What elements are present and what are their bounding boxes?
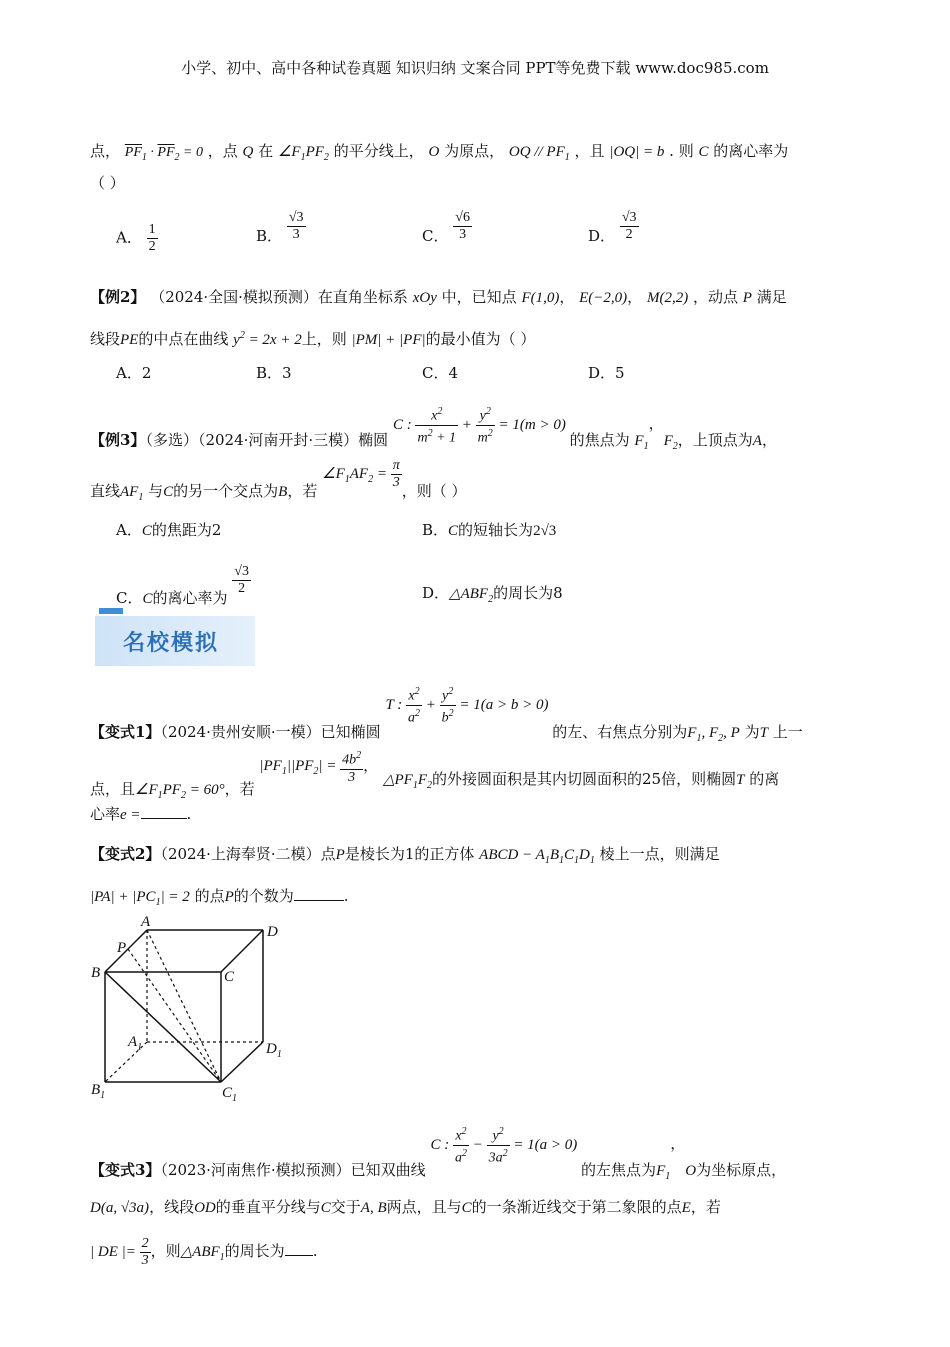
v1-tag: 【变式1】	[90, 722, 161, 741]
math-angle-60: $\angle F_1PF_2 = 60^\circ$	[135, 782, 225, 802]
v1-l2b: ，若	[224, 780, 255, 799]
opt-text: 的离心率为	[152, 588, 228, 607]
v2-line2: $|PA| + |PC_1| = 2$ 的点P的个数为 .	[90, 887, 349, 908]
opt-label: B．	[422, 521, 449, 539]
v3-l3a: ，则	[150, 1241, 181, 1260]
ex2-t4: 满足	[756, 288, 787, 306]
label-b: B	[91, 965, 101, 981]
math-f1f2p: $F_1$, $F_2$, P	[687, 724, 740, 744]
opt-label: C．	[116, 588, 143, 607]
math-triangle-pf1f2: $\triangle PF_1F_2$	[382, 772, 432, 792]
label-a1: $A_1$	[128, 1034, 143, 1053]
math-o: O	[428, 144, 440, 160]
label-c: C	[224, 969, 235, 985]
math-pf-dot: $\overline{PF}_1 \cdot \overline{PF}_2 = 0$	[124, 145, 203, 163]
math-angle-f1af2: $\angle F_1AF_2$ = $\frac{\pi}{3}$	[322, 458, 400, 490]
v2-t2: 是棱长为1的正方体	[344, 845, 475, 863]
banner-tab	[99, 608, 123, 614]
ex3-l2d: ，若	[287, 481, 318, 500]
math-triangle-abf1: $\triangle ABF_1$	[180, 1243, 225, 1263]
v3-line1: 【变式3】（2023·河南焦作·模拟预测）已知双曲线 C : $\frac{x^2}{a^2}$ − $\frac{y^2}{3a^2}$ = 1(a > 0) 的左焦点为$F_1$，O为坐标原点，	[90, 1126, 787, 1182]
q1-option-c	[422, 210, 472, 243]
v1-l2d: 的离	[749, 770, 780, 789]
q1-t5: ，且	[574, 142, 605, 160]
label-a: A	[141, 914, 151, 930]
math-hyperbola: C : $\frac{x^2}{a^2}$ − $\frac{y^2}{3a^2}$ = 1(a > 0)	[430, 1126, 582, 1166]
label-p: P	[117, 940, 127, 956]
v2-t1: （2024·上海奉贤·二模）点	[160, 845, 336, 863]
frac-1-2: $\frac{1}{2}$	[148, 222, 156, 254]
frac-sqrt3-2: $\frac{√3}{2}$	[621, 210, 637, 242]
math-cube: ABCD − $A_1B_1C_1D_1$	[479, 847, 595, 866]
page-header: 小学、初中、高中各种试卷真题 知识归纳 文案合同 PPT等免费下载 www.doc985.com	[181, 59, 769, 77]
q1-option-b	[256, 210, 306, 243]
ex2-line2	[90, 328, 535, 349]
ex2-line1: 【例2】 （2024·全国·模拟预测）在直角坐标系 xOy 中，已知点 F(1,0)， E(−2,0)， M(2,2) ，动点 P 满足	[90, 288, 787, 306]
v3-line3: | DE |= $\frac{2}{3}$ ，则$\triangle ABF_1$的周长为 .	[90, 1236, 318, 1268]
option-label: A．	[116, 228, 142, 247]
answer-blank[interactable]	[294, 900, 344, 901]
cube-figure	[88, 912, 298, 1102]
math-q: Q	[242, 144, 254, 160]
q1-t0: 点，	[90, 142, 121, 160]
label-b1: $B_1$	[91, 1082, 106, 1101]
option-label: D．	[588, 226, 616, 245]
v3-l2a: ，线段	[149, 1198, 195, 1216]
ex3-t2: 的焦点为	[569, 430, 630, 449]
v1-l3: 心率	[90, 805, 121, 823]
math-2sqrt3: 2√3	[533, 523, 557, 539]
ex2-opt-d: D．5	[588, 364, 625, 382]
math-e: E(−2,0)	[579, 290, 628, 306]
math-f: F(1,0)	[521, 290, 560, 306]
v2-l2a: 的点	[194, 887, 225, 905]
ex3-l2e: ，则（ ）	[401, 481, 467, 500]
ex3-tag: 【例3】	[90, 430, 146, 449]
banner-title: 名校模拟	[123, 631, 220, 656]
ex2-l2c: 上，则	[301, 330, 347, 348]
v3-t2: 的左焦点为	[581, 1160, 657, 1179]
v1-t2: 的左、右焦点分别为	[552, 722, 688, 741]
q1-t2: 在	[258, 142, 274, 160]
math-f2: $F_2$	[663, 432, 678, 452]
label-d: D	[267, 924, 278, 940]
option-label: B．	[256, 226, 283, 245]
ex3-opt-c: C．C的离心率为 $\frac{√3}{2}$	[116, 564, 249, 607]
q1-t4: 为原点，	[444, 142, 505, 160]
math-c: C	[698, 144, 709, 160]
v1-l2c: 的外接圆面积是其内切圆面积的25倍，则椭圆	[432, 770, 737, 789]
section-banner	[95, 616, 255, 666]
v2-tag: 【变式2】	[90, 845, 161, 863]
ex2-t3: ，动点	[692, 288, 738, 306]
ex3-t1: （多选）（2024·河南开封·三模）椭圆	[145, 430, 389, 449]
v1-t4: 上一	[772, 722, 803, 741]
ex2-p: P	[742, 290, 752, 306]
math-triangle-abf2: $\triangle ABF_2$	[449, 586, 494, 605]
q1-paren: （ ）	[90, 174, 125, 192]
ex2-pe: PE	[120, 332, 139, 348]
v3-t3: 为坐标原点，	[696, 1160, 787, 1179]
q1-line1	[90, 140, 788, 163]
v3-l2c: 交于	[330, 1198, 361, 1216]
ex2-tag: 【例2】	[90, 288, 146, 306]
math-af1: $AF_1$	[120, 483, 144, 503]
q1-t1: ，点	[207, 142, 238, 160]
ex3-line1: 【例3】（多选）（2024·河南开封·三模）椭圆 C : $\frac{x^2}{m^2 + 1}$ + $\frac{y^2}{m^2}$ = 1(m > 0) 的焦点为 $F_1$，$F_2$，上顶点为A，	[90, 406, 777, 452]
q1-option-d	[588, 210, 639, 243]
ex2-l2b: 的中点在曲线	[138, 330, 229, 348]
v1-t3: 为	[744, 722, 760, 741]
frac-sqrt3-2: $\frac{√3}{2}$	[234, 564, 249, 596]
ex3-t3: ，上顶点为	[677, 430, 753, 449]
opt-text: 的焦距为2	[151, 521, 222, 539]
ex3-opt-a: A．C的焦距为2	[116, 521, 222, 539]
math-m: M(2,2)	[646, 290, 689, 306]
math-f1: $F_1$	[634, 432, 649, 452]
v3-l2b: 的垂直平分线与	[215, 1198, 321, 1216]
math-ellipse-c: C : $\frac{x^2}{m^2 + 1}$ + $\frac{y^2}{m^2}$ = 1(m > 0)	[392, 406, 570, 446]
math-a: A	[752, 432, 762, 449]
q1-t7: 的离心率为	[713, 142, 789, 160]
v3-l3b: 的周长为	[224, 1241, 285, 1260]
frac-sqrt3-3: $\frac{√3}{3}$	[288, 210, 304, 242]
q1-t6: . 则	[669, 142, 694, 160]
ex3-l2b: 与	[148, 481, 164, 500]
v3-l2f: ，若	[690, 1198, 721, 1216]
math-oq-abs: |OQ| = b	[609, 144, 665, 160]
label-c1: $C_1$	[222, 1085, 238, 1102]
ex2-l2d: 的最小值为（ ）	[425, 330, 536, 348]
ex2-t1: （2024·全国·模拟预测）在直角坐标系	[150, 288, 408, 306]
ex2-opt-c: C．4	[422, 364, 459, 382]
v3-l2d: 两点，且与	[386, 1198, 462, 1216]
math-curve: $y^2 = 2x + 2$	[233, 330, 302, 348]
v3-line2: D(a, √3a)，线段OD的垂直平分线与C交于A, B两点，且与C的一条渐近线交于第二象限的点E，若	[90, 1198, 721, 1216]
v1-l2a: 点，且	[90, 780, 136, 799]
v3-t1: （2023·河南焦作·模拟预测）已知双曲线	[160, 1160, 426, 1179]
math-angle-f1pf2: $\angle F_1PF_2$	[277, 144, 329, 163]
math-ellipse-t: T : $\frac{x^2}{a^2}$ + $\frac{y^2}{b^2}$ = 1(a > b > 0)	[385, 686, 553, 726]
v1-line1: 【变式1】（2024·贵州安顺·一模）已知椭圆 T : $\frac{x^2}{a^2}$ + $\frac{y^2}{b^2}$ = 1(a > b > 0) 的左、右焦点分别为$F_1$, $F_2$, P 为T 上一	[90, 686, 803, 744]
ex3-opt-d	[422, 582, 563, 605]
v1-line3: 心率e = .	[90, 805, 192, 823]
ex2-opt-b: B．3	[256, 364, 292, 382]
math-pm-pf: |PM| + |PF|	[351, 332, 426, 348]
ex3-opt-b: B．C的短轴长为2√3	[422, 521, 557, 539]
ex3-line2: 直线$AF_1$ 与C的另一个交点为B，若 $\angle F_1AF_2$ = $\frac{\pi}{3}$ ，则（ ）	[90, 458, 467, 503]
v2-l2b: 的个数为	[233, 887, 294, 905]
ex2-l2a: 线段	[90, 330, 121, 348]
answer-blank[interactable]	[285, 1255, 313, 1256]
math-oq-parallel: OQ // $PF_1$	[508, 144, 570, 163]
v2-t3: 棱上一点，则满足	[599, 845, 720, 863]
q1-t3: 的平分线上，	[333, 142, 424, 160]
math-de: | DE |= $\frac{2}{3}$	[90, 1236, 149, 1268]
v2-line1: 【变式2】（2024·上海奉贤·二模）点P是棱长为1的正方体 ABCD − $A_1B_1C_1D_1$ 棱上一点，则满足	[90, 845, 720, 866]
frac-sqrt6-3: $\frac{√6}{3}$	[455, 210, 470, 242]
option-label: C．	[422, 226, 449, 245]
ex3-l2a: 直线	[90, 481, 121, 500]
ex2-xoy: xOy	[412, 290, 437, 306]
answer-blank[interactable]	[141, 818, 187, 819]
ex3-l2c: 的另一个交点为	[173, 481, 279, 500]
v3-l2e: 的一条渐近线交于第二象限的点	[471, 1198, 682, 1216]
math-d: D(a, √3a)	[90, 1200, 150, 1216]
opt-label: A．	[116, 521, 142, 539]
ex2-opt-a: A．2	[116, 364, 152, 382]
opt-text: 的周长为8	[493, 584, 563, 602]
q1-option-a	[116, 222, 158, 255]
opt-label: D．	[422, 584, 450, 602]
ex2-t2: 中，已知点	[441, 288, 517, 306]
math-pf1pf2: $|PF_1||PF_2|$ = $\frac{4b^2}{3}$	[259, 750, 362, 785]
v1-t1: （2024·贵州安顺·一模）已知椭圆	[160, 722, 381, 741]
math-pa-pc1: $|PA| + |PC_1| = 2$	[90, 889, 190, 908]
label-d1: $D_1$	[266, 1041, 282, 1060]
v3-tag: 【变式3】	[90, 1160, 161, 1179]
v1-line2: 点，且$\angle F_1PF_2 = 60^\circ$，若 $|PF_1||PF_2|$ = $\frac{4b^2}{3}$ ， $\triangle PF_1F_2$的外接圆面积是其内切圆面积的25倍，则椭圆T 的离	[90, 750, 780, 802]
opt-text: 的短轴长为	[458, 521, 534, 539]
